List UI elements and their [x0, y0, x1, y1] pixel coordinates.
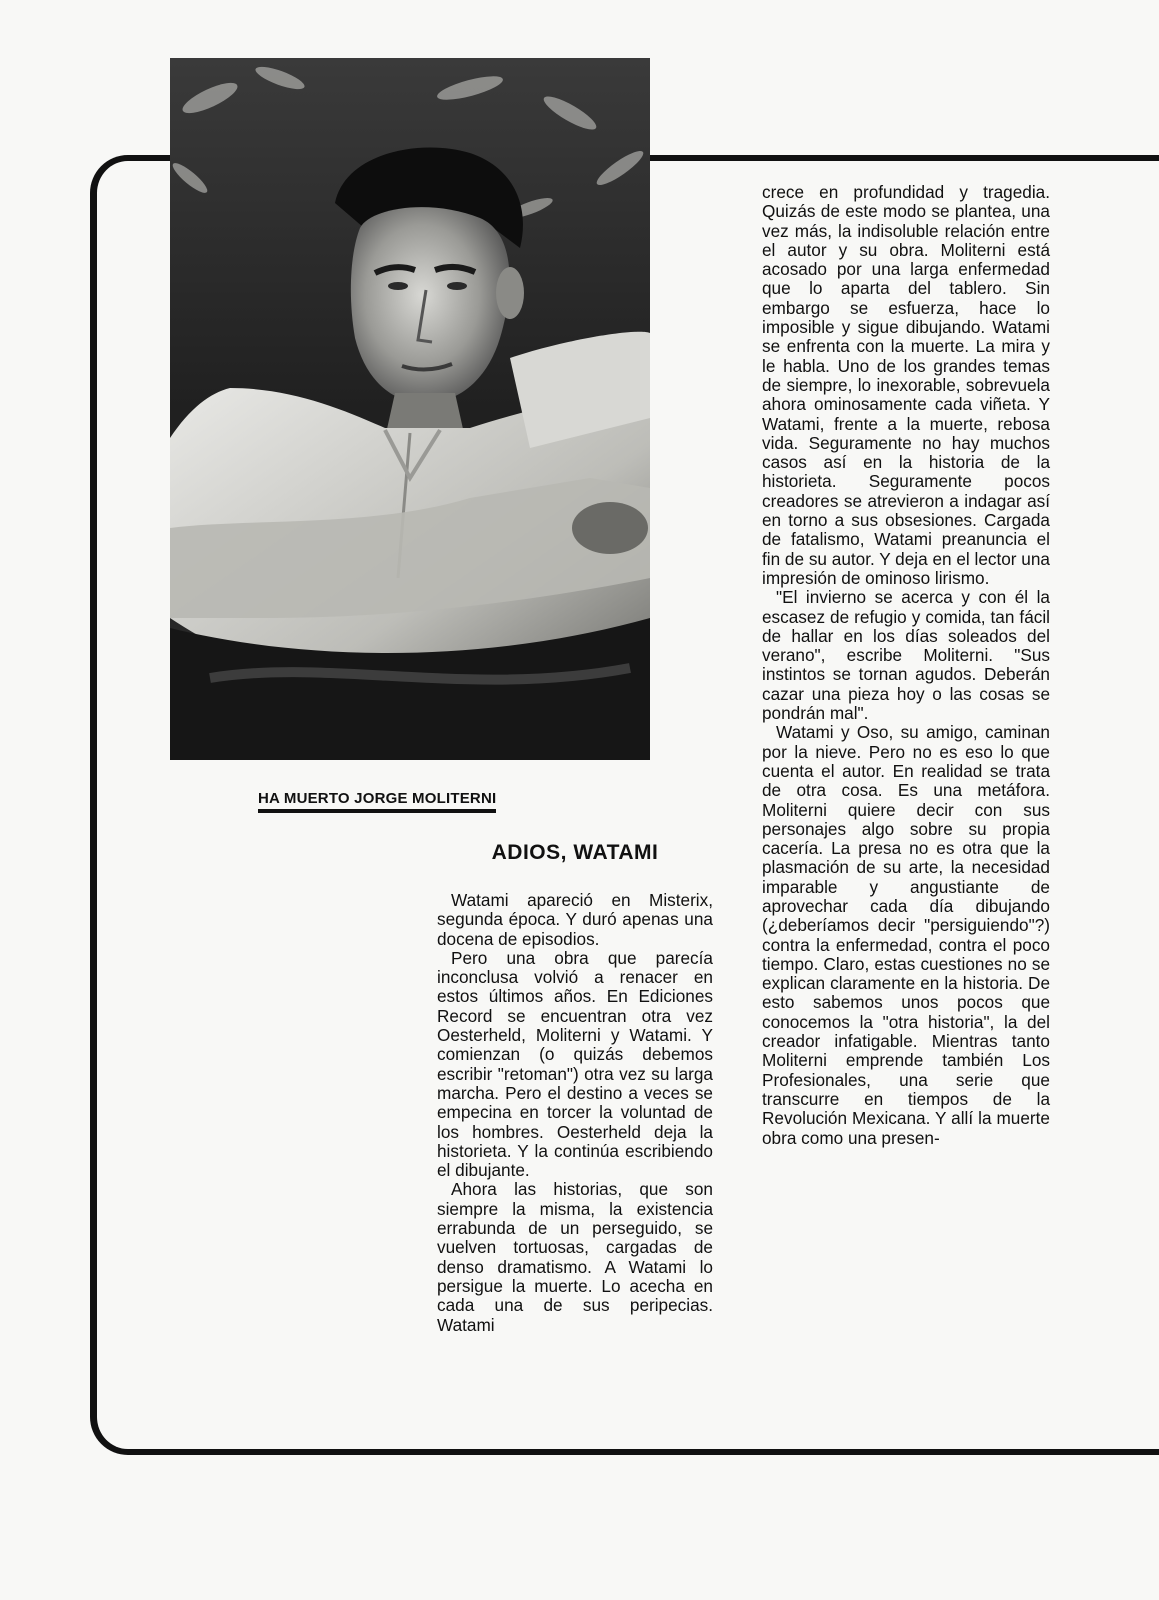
paragraph: Watami y Oso, su amigo, caminan por la nieve. Pero no es eso lo que cuenta el autor. En realidad se trata de otra cosa. Es una metáfora. Moliterni quiere decir con sus personajes algo sobre su propia cacería. La presa no es otra que la plasmación de su arte, la necesidad imparable y angustiante de aprovechar cada día dibujando (¿deberíamos decir "persiguiendo"?) contra la enfermedad, contra el poco tiempo. Claro, estas cuestiones no se explican claramente en la historia. De esto sabemos unos pocos que conocemos la "otra historia", la del creador infatigable. Mientras tanto Moliterni emprende también Los Profesionales, una serie que transcurre en tiempos de la Revolución Mexicana. Y allí la muerte obra como una presen-: [762, 722, 1050, 1148]
author-portrait-photo: [170, 58, 650, 760]
paragraph: Pero una obra que parecía inconclusa volvió a renacer en estos últimos años. En Ediciones Record se encuentran otra vez Oesterheld, Moliterni y Watami. Y comienzan (o quizás debemos escribir "retoman") otra vez su larga marcha. Pero el destino a veces se empecina en torcer la voluntad de los hombres. Oesterheld deja la historieta. Y la continúa escribiendo el dibujante.: [437, 947, 713, 1181]
article-column-2: [762, 183, 1050, 1148]
paragraph: Ahora las historias, que son siempre la misma, la existencia errabunda de un perseguido, se vuelven tortuosas, cargadas de denso dramatismo. A Watami lo persigue la muerte. Lo acecha en cada una de sus peripecias. Watami: [437, 1179, 713, 1335]
paragraph: Watami apareció en Misterix, segunda época. Y duró apenas una docena de episodios.: [437, 890, 713, 949]
paragraph-continued: crece en profundidad y tragedia. Quizás de este modo se plantea, una vez más, la indisoluble relación entre el autor y su obra. Moliterni está acosado por una larga enfermedad que lo aparta del tablero. Sin embargo se esfuerza, hace lo imposible y sigue dibujando. Watami se enfrenta con la muerte. La mira y le habla. Uno de los grandes temas de siempre, lo inexorable, sobrevuela ahora ominosamente cada viñeta. Y Watami, frente a la muerte, rebosa vida. Seguramente no hay muchos casos así en la historia de la historieta. Seguramente pocos creadores se atrevieron a indagar así en torno a sus obsesiones. Cargada de fatalismo, Watami preanuncia el fin de su autor. Y deja en el lector una impresión de ominoso lirismo.: [762, 182, 1050, 588]
portrait-image: [170, 58, 650, 760]
article-headline: ADIOS, WATAMI: [491, 841, 659, 864]
article-kicker: HA MUERTO JORGE MOLITERNI: [258, 790, 496, 813]
article-column-1: [437, 891, 713, 1335]
paragraph: "El invierno se acerca y con él la escasez de refugio y comida, tan fácil de hallar en los días soleados del verano", escribe Moliterni. "Sus instintos se tornan agudos. Deberán cazar una pieza hoy o las cosas se pondrán mal".: [762, 587, 1050, 724]
